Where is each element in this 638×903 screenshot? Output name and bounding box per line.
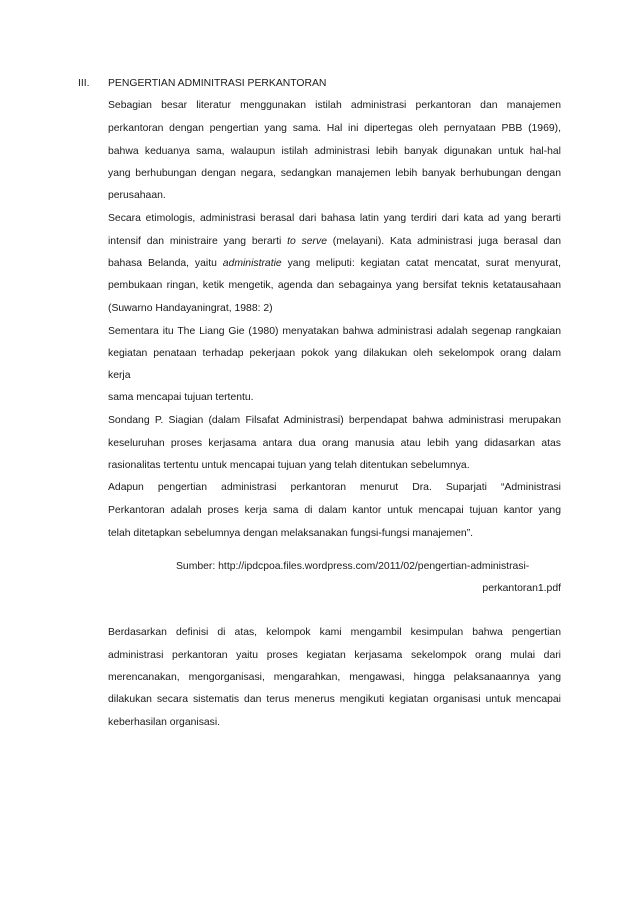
paragraph-line: Sebagian besar literatur menggunakan istilah administrasi perkantoran dan manajemen: [108, 100, 561, 111]
paragraph-line: perusahaan.: [108, 190, 166, 201]
paragraph-line: kegiatan penataan terhadap pekerjaan pokok yang dilakukan oleh sekelompok orang dalam: [108, 348, 561, 359]
paragraph-line: [108, 257, 561, 271]
text-segment: intensif dan ministraire yang berarti: [108, 236, 282, 247]
text-segment: bahasa Belanda, yaitu: [108, 258, 217, 269]
paragraph-line: (Suwarno Handayaningrat, 1988: 2): [108, 303, 273, 314]
text-segment: yang meliputi: kegiatan catat mencatat, surat menyurat,: [287, 258, 561, 269]
italic-term: administratie: [222, 258, 282, 269]
source-citation: Sumber: http://ipdcpoa.files.wordpress.com/2011/02/pengertian-administrasi-: [176, 561, 530, 572]
paragraph-line: sama mencapai tujuan tertentu.: [108, 392, 254, 403]
source-citation: perkantoran1.pdf: [482, 583, 561, 594]
paragraph-line: Adapun pengertian administrasi perkantoran menurut Dra. Suparjati “Administrasi: [108, 482, 561, 493]
paragraph-line: Perkantoran adalah proses kerja sama di dalam kantor untuk mencapai tujuan kantor yang: [108, 505, 561, 516]
section-title: PENGERTIAN ADMINITRASI PERKANTORAN: [108, 78, 327, 89]
paragraph-line: rasionalitas tertentu untuk mencapai tujuan yang telah ditentukan sebelumnya.: [108, 460, 470, 471]
paragraph-line: Berdasarkan definisi di atas, kelompok kami mengambil kesimpulan bahwa pengertian: [108, 627, 561, 638]
section-number: III.: [78, 78, 90, 89]
paragraph-line: yang berhubungan dengan negara, sedangkan manajemen lebih banyak berhubungan dengan: [108, 168, 561, 179]
paragraph-line: keberhasilan organisasi.: [108, 717, 221, 728]
paragraph-line: pembukaan ringan, ketik mengetik, agenda dan sebagainya yang bersifat teknis ketatausahaan: [108, 280, 561, 291]
paragraph-line: merencanakan, mengorganisasi, mengarahkan, mengawasi, hingga pelaksanaannya yang: [108, 672, 561, 683]
paragraph-line: bahwa keduanya sama, walaupun istilah administrasi lebih banyak digunakan untuk hal-hal: [108, 146, 561, 157]
paragraph-line: Sondang P. Siagian (dalam Filsafat Administrasi) berpendapat bahwa administrasi merupakan: [108, 415, 561, 426]
paragraph-line: Sementara itu The Liang Gie (1980) menyatakan bahwa administrasi adalah segenap rangkaian: [108, 326, 561, 337]
paragraph-line: keseluruhan proses kerjasama antara dua orang manusia atau lebih yang didasarkan atas: [108, 438, 561, 449]
paragraph-line: [108, 235, 561, 249]
paragraph-line: kerja: [108, 370, 131, 381]
paragraph-line: telah ditetapkan sebelumnya dengan melaksanakan fungsi-fungsi manajemen”.: [108, 528, 474, 539]
paragraph-line: perkantoran dengan pengertian yang sama. Hal ini dipertegas oleh pernyataan PBB (1969),: [108, 123, 561, 134]
paragraph-line: Secara etimologis, administrasi berasal dari bahasa latin yang terdiri dari kata ad yang berarti: [108, 213, 561, 224]
text-segment: (melayani). Kata administrasi juga berasal dan: [332, 236, 561, 247]
paragraph-line: administrasi perkantoran yaitu proses kegiatan kerjasama sekelompok orang mulai dari: [108, 650, 561, 661]
italic-term: to serve: [287, 236, 327, 247]
paragraph-line: dilakukan secara sistematis dan terus menerus mengikuti kegiatan organisasi untuk mencapai: [108, 694, 561, 705]
